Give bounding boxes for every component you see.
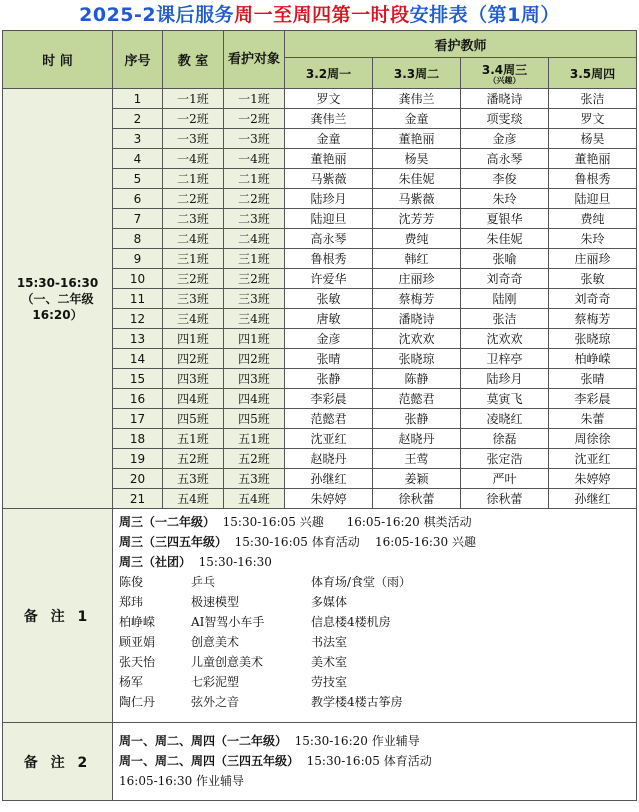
row-classroom: 四4班 (163, 389, 224, 409)
row-teacher-day-2: 徐秋蕾 (373, 489, 461, 509)
club-activity: 儿童创意美术 (191, 655, 264, 669)
row-classroom: 四1班 (163, 329, 224, 349)
row-classroom: 四2班 (163, 349, 224, 369)
row-teacher-day-2: 朱佳妮 (373, 169, 461, 189)
row-care-target: 四4班 (224, 389, 285, 409)
row-teacher-day-2: 范懿君 (373, 389, 461, 409)
row-care-target: 二4班 (224, 229, 285, 249)
note1-wed345-text: 15:30-16:05 体育活动 (234, 535, 360, 549)
club-item (119, 692, 636, 712)
note1-content (113, 509, 637, 723)
club-item (119, 592, 636, 612)
row-teacher-day-1: 金童 (285, 129, 373, 149)
row-teacher-day-1: 鲁根秀 (285, 249, 373, 269)
row-teacher-day-2: 董艳丽 (373, 129, 461, 149)
schedule-table (2, 30, 637, 801)
row-care-target: 四5班 (224, 409, 285, 429)
note1-club-text: 15:30-16:30 (198, 555, 272, 569)
club-teacher: 陈俊 (119, 575, 144, 589)
row-care-target: 一2班 (224, 109, 285, 129)
note1-wed12 (119, 512, 636, 532)
note1-wed12-text: 15:30-16:05 兴趣 (222, 515, 324, 529)
row-teacher-day-2: 陈静 (373, 369, 461, 389)
header-teachers: 看护教师 (285, 31, 637, 58)
row-care-target: 四3班 (224, 369, 285, 389)
row-number: 3 (113, 129, 163, 149)
club-teacher: 顾亚娟 (119, 635, 156, 649)
row-teacher-day-1: 陆珍月 (285, 189, 373, 209)
club-list (119, 572, 636, 712)
row-teacher-day-4: 费纯 (549, 209, 637, 229)
row-teacher-day-3: 徐秋蕾 (461, 489, 549, 509)
row-teacher-day-4: 杨昊 (549, 129, 637, 149)
row-teacher-day-3: 金彦 (461, 129, 549, 149)
row-teacher-day-1: 张敏 (285, 289, 373, 309)
row-care-target: 一1班 (224, 89, 285, 109)
header-day-3-note: （兴趣） (488, 75, 521, 85)
row-teacher-day-3: 朱佳妮 (461, 229, 549, 249)
row-number: 14 (113, 349, 163, 369)
row-teacher-day-1: 范懿君 (285, 409, 373, 429)
note2-line3: 16:05-16:30 作业辅导 (119, 774, 245, 788)
row-care-target: 二1班 (224, 169, 285, 189)
row-teacher-day-3: 凌晓红 (461, 409, 549, 429)
row-teacher-day-4: 张晴 (549, 369, 637, 389)
row-number: 19 (113, 449, 163, 469)
row-teacher-day-3: 陆珍月 (461, 369, 549, 389)
club-place: 多媒体 (311, 595, 348, 609)
note1-club (119, 552, 636, 572)
row-care-target: 一3班 (224, 129, 285, 149)
row-teacher-day-4: 罗文 (549, 109, 637, 129)
header-day-2: 3.3周二 (373, 58, 461, 89)
row-classroom: 一2班 (163, 109, 224, 129)
row-teacher-day-4: 张晓琼 (549, 329, 637, 349)
row-teacher-day-3: 朱玲 (461, 189, 549, 209)
row-teacher-day-2: 姜颖 (373, 469, 461, 489)
note2-label: 备 注 2 (3, 723, 113, 801)
row-number: 4 (113, 149, 163, 169)
row-teacher-day-4: 董艳丽 (549, 149, 637, 169)
row-teacher-day-4: 蔡梅芳 (549, 309, 637, 329)
club-place: 书法室 (311, 635, 348, 649)
header-no: 序号 (113, 31, 163, 89)
row-number: 21 (113, 489, 163, 509)
note1-wed345-text2: 16:05-16:30 兴趣 (374, 535, 477, 549)
row-teacher-day-3: 刘奇奇 (461, 269, 549, 289)
row-classroom: 一4班 (163, 149, 224, 169)
header-time: 时 间 (3, 31, 113, 89)
row-teacher-day-1: 朱婷婷 (285, 489, 373, 509)
row-care-target: 三3班 (224, 289, 285, 309)
row-number: 1 (113, 89, 163, 109)
title-part3: 安排表（第1周） (409, 4, 560, 26)
row-teacher-day-2: 费纯 (373, 229, 461, 249)
row-teacher-day-2: 潘晓诗 (373, 309, 461, 329)
row-teacher-day-4: 张敏 (549, 269, 637, 289)
club-place: 信息楼4楼机房 (311, 615, 391, 629)
row-teacher-day-3: 莫寅飞 (461, 389, 549, 409)
title-part1: 2025-2课后服务 (79, 4, 235, 26)
row-care-target: 三1班 (224, 249, 285, 269)
row-teacher-day-1: 罗文 (285, 89, 373, 109)
row-teacher-day-4: 沈亚红 (549, 449, 637, 469)
row-teacher-day-3: 徐磊 (461, 429, 549, 449)
header-care-target: 看护对象 (224, 31, 285, 89)
row-classroom: 二1班 (163, 169, 224, 189)
club-item (119, 632, 636, 652)
row-teacher-day-4: 陆迎旦 (549, 189, 637, 209)
note1-wed345-head: 周三（三四五年级） (119, 535, 228, 549)
club-teacher: 张天怡 (119, 655, 156, 669)
row-classroom: 三3班 (163, 289, 224, 309)
row-teacher-day-3: 李俊 (461, 169, 549, 189)
note1-wed12-head: 周三（一二年级） (119, 515, 216, 529)
club-place: 美术室 (311, 655, 348, 669)
row-teacher-day-1: 沈亚红 (285, 429, 373, 449)
row-classroom: 五3班 (163, 469, 224, 489)
row-teacher-day-2: 庄丽珍 (373, 269, 461, 289)
row-teacher-day-2: 杨昊 (373, 149, 461, 169)
note1-label: 备 注 1 (3, 509, 113, 723)
row-care-target: 三2班 (224, 269, 285, 289)
club-item (119, 672, 636, 692)
row-teacher-day-1: 赵晓丹 (285, 449, 373, 469)
row-care-target: 一4班 (224, 149, 285, 169)
row-classroom: 一3班 (163, 129, 224, 149)
row-number: 6 (113, 189, 163, 209)
row-teacher-day-1: 龚伟兰 (285, 109, 373, 129)
row-care-target: 三4班 (224, 309, 285, 329)
row-teacher-day-4: 周徐徐 (549, 429, 637, 449)
row-teacher-day-1: 陆迎旦 (285, 209, 373, 229)
row-teacher-day-1: 孙继红 (285, 469, 373, 489)
time-slot-line2: （一、二年级 (21, 291, 94, 306)
club-activity: 弦外之音 (191, 695, 240, 709)
row-teacher-day-3: 张定浩 (461, 449, 549, 469)
time-slot (3, 89, 113, 509)
row-care-target: 五2班 (224, 449, 285, 469)
row-teacher-day-2: 韩红 (373, 249, 461, 269)
title-part2: 周一至周四第一时段 (234, 4, 410, 26)
table-row (3, 89, 637, 109)
club-teacher: 陶仁丹 (119, 695, 156, 709)
row-number: 2 (113, 109, 163, 129)
row-care-target: 二2班 (224, 189, 285, 209)
row-care-target: 五4班 (224, 489, 285, 509)
club-place: 教学楼4楼古筝房 (311, 695, 403, 709)
row-number: 20 (113, 469, 163, 489)
note2-line1-text: 15:30-16:20 作业辅导 (294, 734, 420, 748)
row-teacher-day-1: 唐敏 (285, 309, 373, 329)
club-activity: 乒乓 (191, 575, 216, 589)
row-teacher-day-1: 张晴 (285, 349, 373, 369)
row-teacher-day-2: 沈芳芳 (373, 209, 461, 229)
club-teacher: 柏峥嵘 (119, 615, 156, 629)
row-teacher-day-4: 鲁根秀 (549, 169, 637, 189)
row-number: 15 (113, 369, 163, 389)
row-classroom: 二2班 (163, 189, 224, 209)
row-teacher-day-4: 朱婷婷 (549, 469, 637, 489)
row-teacher-day-2: 沈欢欢 (373, 329, 461, 349)
row-teacher-day-1: 许爱华 (285, 269, 373, 289)
club-activity: 七彩泥塑 (191, 675, 240, 689)
row-teacher-day-2: 马紫薇 (373, 189, 461, 209)
row-teacher-day-2: 张晓琼 (373, 349, 461, 369)
row-classroom: 五4班 (163, 489, 224, 509)
row-care-target: 四1班 (224, 329, 285, 349)
header-classroom: 教 室 (163, 31, 224, 89)
note2-line2-text: 15:30-16:05 体育活动 (306, 754, 432, 768)
row-teacher-day-1: 张静 (285, 369, 373, 389)
note1-wed12-text2: 16:05-16:20 棋类活动 (346, 515, 472, 529)
row-teacher-day-3: 潘晓诗 (461, 89, 549, 109)
row-care-target: 五3班 (224, 469, 285, 489)
row-teacher-day-4: 张洁 (549, 89, 637, 109)
note2-content (113, 723, 637, 801)
row-care-target: 五1班 (224, 429, 285, 449)
page-title (0, 0, 639, 30)
row-number: 10 (113, 269, 163, 289)
row-classroom: 三1班 (163, 249, 224, 269)
row-number: 5 (113, 169, 163, 189)
row-number: 9 (113, 249, 163, 269)
row-number: 18 (113, 429, 163, 449)
row-classroom: 三4班 (163, 309, 224, 329)
time-slot-line3: 16:20） (32, 307, 83, 322)
row-teacher-day-4: 孙继红 (549, 489, 637, 509)
club-place: 劳技室 (311, 675, 348, 689)
row-classroom: 三2班 (163, 269, 224, 289)
row-teacher-day-1: 马紫薇 (285, 169, 373, 189)
row-teacher-day-1: 李彩晨 (285, 389, 373, 409)
row-teacher-day-4: 庄丽珍 (549, 249, 637, 269)
row-teacher-day-3: 卫梓亭 (461, 349, 549, 369)
row-teacher-day-3: 张洁 (461, 309, 549, 329)
row-classroom: 四3班 (163, 369, 224, 389)
row-teacher-day-1: 董艳丽 (285, 149, 373, 169)
note2-line1 (119, 731, 636, 751)
row-number: 16 (113, 389, 163, 409)
row-teacher-day-2: 王莺 (373, 449, 461, 469)
header-day-4: 3.5周四 (549, 58, 637, 89)
row-teacher-day-2: 蔡梅芳 (373, 289, 461, 309)
club-teacher: 杨军 (119, 675, 144, 689)
row-teacher-day-4: 柏峥嵘 (549, 349, 637, 369)
club-item (119, 612, 636, 632)
row-teacher-day-4: 朱蕾 (549, 409, 637, 429)
row-classroom: 四5班 (163, 409, 224, 429)
time-slot-line1: 15:30-16:30 (16, 275, 99, 290)
club-item (119, 572, 636, 592)
row-teacher-day-4: 李彩晨 (549, 389, 637, 409)
row-teacher-day-3: 项雯琰 (461, 109, 549, 129)
note1-club-head: 周三（社团） (119, 555, 192, 569)
row-teacher-day-3: 严叶 (461, 469, 549, 489)
row-teacher-day-3: 夏银华 (461, 209, 549, 229)
row-care-target: 二3班 (224, 209, 285, 229)
row-teacher-day-2: 张静 (373, 409, 461, 429)
row-number: 8 (113, 229, 163, 249)
club-teacher: 郑玮 (119, 595, 144, 609)
row-teacher-day-2: 龚伟兰 (373, 89, 461, 109)
row-classroom: 二4班 (163, 229, 224, 249)
row-teacher-day-3: 张喻 (461, 249, 549, 269)
note1-wed345 (119, 532, 636, 552)
row-classroom: 一1班 (163, 89, 224, 109)
row-teacher-day-4: 刘奇奇 (549, 289, 637, 309)
header-day-1: 3.2周一 (285, 58, 373, 89)
header-day-3-label: 3.4周三 (481, 62, 528, 77)
row-teacher-day-2: 赵晓丹 (373, 429, 461, 449)
row-teacher-day-4: 朱玲 (549, 229, 637, 249)
note2-line1-head: 周一、周二、周四（一二年级） (119, 734, 288, 748)
row-teacher-day-1: 高永琴 (285, 229, 373, 249)
row-teacher-day-2: 金童 (373, 109, 461, 129)
row-number: 7 (113, 209, 163, 229)
note2-line2-head: 周一、周二、周四（三四五年级） (119, 754, 300, 768)
club-activity: 极速模型 (191, 595, 240, 609)
row-teacher-day-3: 陆刚 (461, 289, 549, 309)
club-place: 体育场/食堂（雨） (311, 575, 412, 589)
note2-line2 (119, 751, 636, 771)
club-activity: 创意美术 (191, 635, 240, 649)
row-classroom: 五2班 (163, 449, 224, 469)
club-item (119, 652, 636, 672)
row-teacher-day-3: 高永琴 (461, 149, 549, 169)
row-number: 17 (113, 409, 163, 429)
club-activity: AI智驾小车手 (191, 615, 265, 629)
row-teacher-day-3: 沈欢欢 (461, 329, 549, 349)
row-teacher-day-1: 金彦 (285, 329, 373, 349)
row-classroom: 五1班 (163, 429, 224, 449)
row-number: 13 (113, 329, 163, 349)
row-classroom: 二3班 (163, 209, 224, 229)
row-care-target: 四2班 (224, 349, 285, 369)
row-number: 12 (113, 309, 163, 329)
header-day-3 (461, 58, 549, 89)
row-number: 11 (113, 289, 163, 309)
